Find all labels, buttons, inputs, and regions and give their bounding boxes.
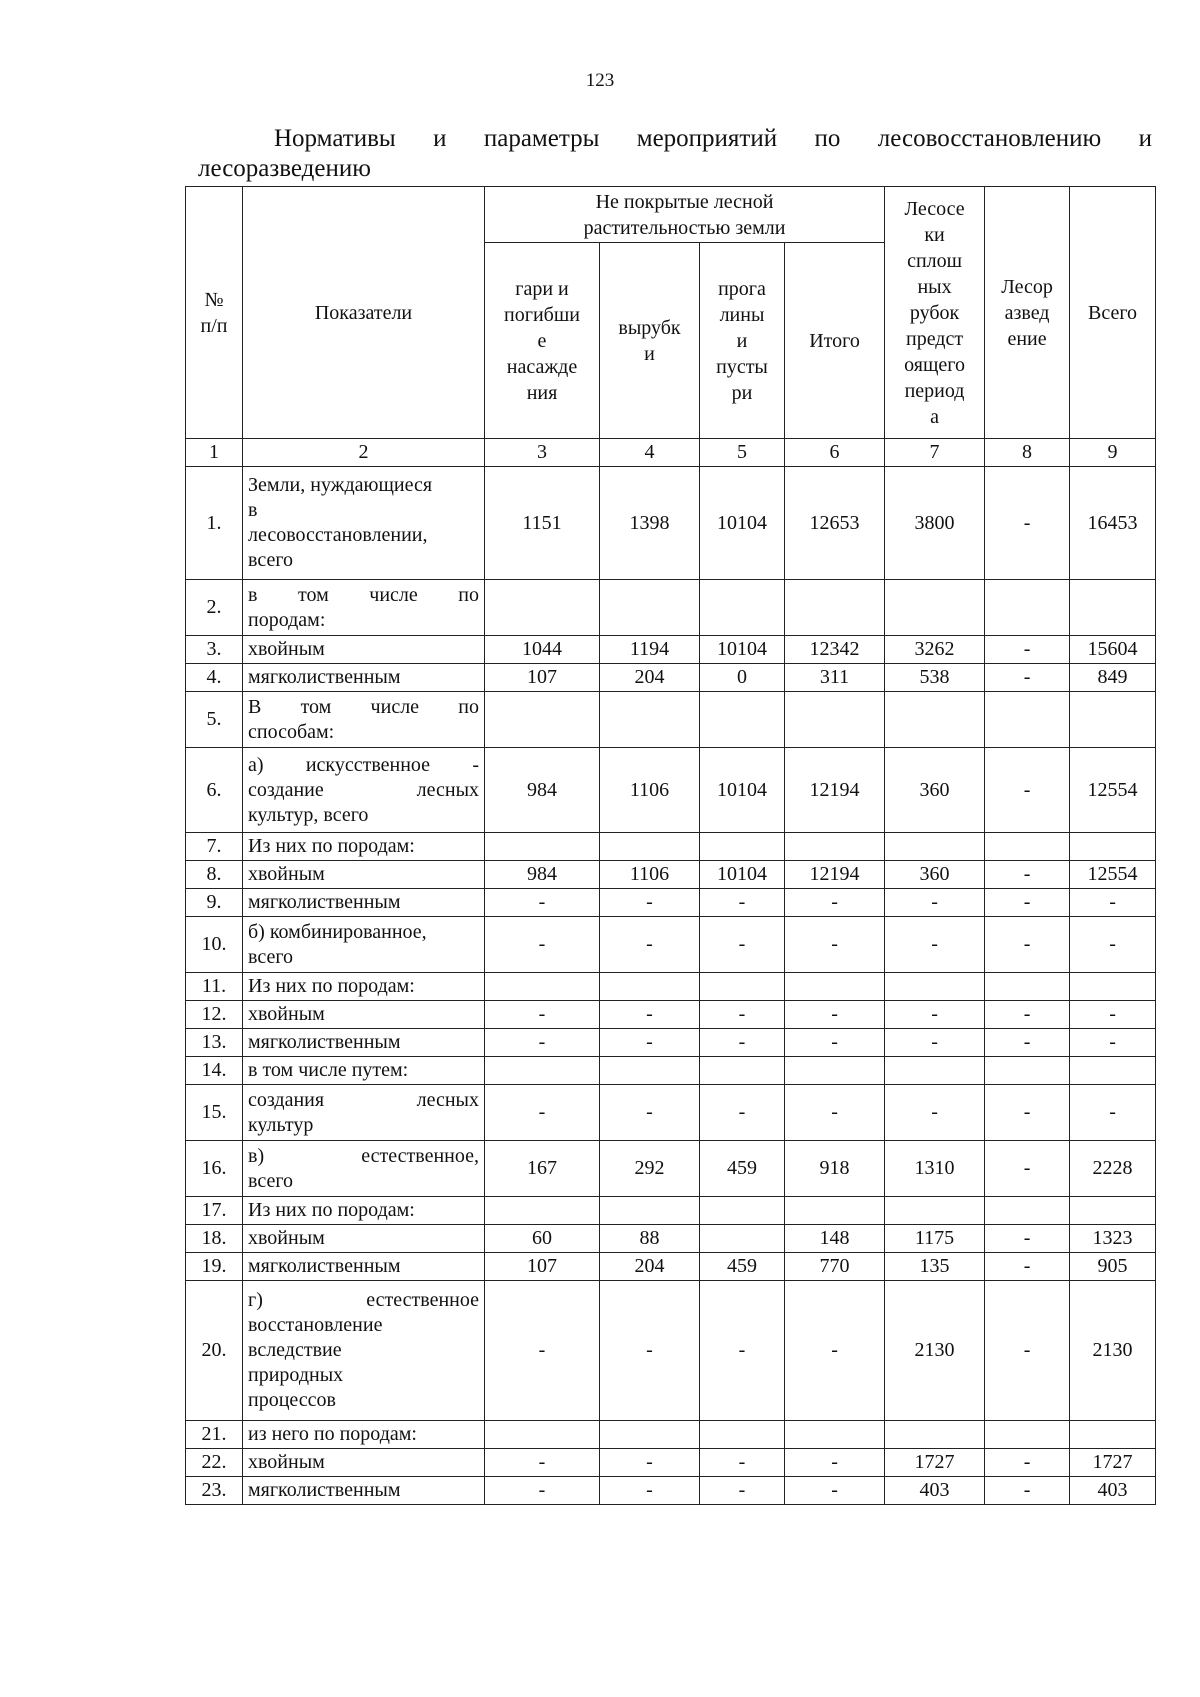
- value-cell: 107: [485, 664, 600, 692]
- value-cell: -: [700, 1001, 785, 1029]
- value-cell: 0: [700, 664, 785, 692]
- row-indicator: [243, 1141, 485, 1197]
- row-indicator: [243, 1477, 485, 1505]
- value-cell: [885, 692, 985, 748]
- value-cell: -: [1070, 1029, 1156, 1057]
- value-cell: -: [885, 1085, 985, 1141]
- value-cell: 1194: [600, 636, 700, 664]
- value-cell: -: [700, 1085, 785, 1141]
- value-cell: 10104: [700, 467, 785, 580]
- value-cell: -: [600, 1449, 700, 1477]
- value-cell: -: [785, 1449, 885, 1477]
- value-cell: -: [485, 1477, 600, 1505]
- header-burnt: гари и погибши е насажде ния: [485, 243, 600, 439]
- value-cell: 459: [700, 1253, 785, 1281]
- value-cell: 1175: [885, 1225, 985, 1253]
- value-cell: -: [1070, 1001, 1156, 1029]
- row-number: 16.: [186, 1141, 243, 1197]
- value-cell: [985, 580, 1070, 636]
- value-cell: [785, 973, 885, 1001]
- row-indicator: [243, 1421, 485, 1449]
- value-cell: 12194: [785, 861, 885, 889]
- value-cell: -: [600, 1029, 700, 1057]
- value-cell: 12554: [1070, 861, 1156, 889]
- value-cell: 88: [600, 1225, 700, 1253]
- indicator-line: процессов: [248, 1389, 336, 1411]
- value-cell: [1070, 692, 1156, 748]
- indicator-line: лесовосстановлении,: [248, 524, 428, 546]
- value-cell: [485, 692, 600, 748]
- value-cell: 292: [600, 1141, 700, 1197]
- row-number: 9.: [186, 889, 243, 917]
- row-number: 6.: [186, 748, 243, 833]
- value-cell: -: [485, 1085, 600, 1141]
- value-cell: [700, 580, 785, 636]
- value-cell: 984: [485, 748, 600, 833]
- title-line-1: Нормативы и параметры мероприятий по лесовосстановлению и: [274, 125, 1152, 152]
- row-number: 5.: [186, 692, 243, 748]
- value-cell: [885, 833, 985, 861]
- table-row: [186, 1253, 1156, 1281]
- row-number: 14.: [186, 1057, 243, 1085]
- value-cell: 770: [785, 1253, 885, 1281]
- value-cell: [885, 1421, 985, 1449]
- reforestation-table: [185, 186, 1156, 1505]
- value-cell: [885, 1057, 985, 1085]
- value-cell: [885, 580, 985, 636]
- value-cell: 849: [1070, 664, 1156, 692]
- value-cell: -: [985, 1449, 1070, 1477]
- value-cell: [700, 1197, 785, 1225]
- column-number-row: [186, 439, 1156, 467]
- value-cell: -: [700, 889, 785, 917]
- value-cell: [785, 1197, 885, 1225]
- value-cell: -: [985, 1477, 1070, 1505]
- indicator-line: из него по породам:: [248, 1423, 417, 1445]
- row-number: 8.: [186, 861, 243, 889]
- table-row: [186, 917, 1156, 973]
- indicator-line: всего: [248, 1169, 294, 1192]
- header-clearcut: Лесосе ки сплош ных рубок предст оящего период а: [885, 187, 985, 439]
- row-number: 10.: [186, 917, 243, 973]
- indicator-line: хвойным: [248, 1227, 325, 1249]
- value-cell: -: [885, 1029, 985, 1057]
- col-number: 2: [243, 439, 485, 467]
- value-cell: [700, 1225, 785, 1253]
- table-row: [186, 1197, 1156, 1225]
- table-row: [186, 1085, 1156, 1141]
- value-cell: 107: [485, 1253, 600, 1281]
- col-number: 1: [186, 439, 243, 467]
- value-cell: -: [785, 1085, 885, 1141]
- value-cell: [600, 833, 700, 861]
- table-row: [186, 1421, 1156, 1449]
- value-cell: 1151: [485, 467, 600, 580]
- value-cell: -: [785, 1477, 885, 1505]
- indicator-line: мягколиственным: [248, 1479, 401, 1501]
- indicator-line: породам:: [248, 608, 326, 631]
- value-cell: [600, 692, 700, 748]
- value-cell: [485, 833, 600, 861]
- value-cell: 459: [700, 1141, 785, 1197]
- row-number: 18.: [186, 1225, 243, 1253]
- value-cell: -: [885, 1001, 985, 1029]
- indicator-line: хвойным: [248, 638, 325, 660]
- row-indicator: [243, 1253, 485, 1281]
- value-cell: -: [885, 889, 985, 917]
- value-cell: [1070, 833, 1156, 861]
- value-cell: [600, 973, 700, 1001]
- row-number: 15.: [186, 1085, 243, 1141]
- row-number: 17.: [186, 1197, 243, 1225]
- row-number: 21.: [186, 1421, 243, 1449]
- value-cell: [700, 1057, 785, 1085]
- value-cell: -: [700, 1477, 785, 1505]
- value-cell: -: [985, 664, 1070, 692]
- table-row: [186, 1001, 1156, 1029]
- value-cell: 12194: [785, 748, 885, 833]
- value-cell: [785, 692, 885, 748]
- value-cell: -: [485, 1449, 600, 1477]
- indicator-line: всего: [248, 549, 294, 571]
- value-cell: [785, 1421, 885, 1449]
- value-cell: 538: [885, 664, 985, 692]
- header-indicator: Показатели: [243, 187, 485, 439]
- value-cell: 204: [600, 1253, 700, 1281]
- row-number: 4.: [186, 664, 243, 692]
- value-cell: 10104: [700, 861, 785, 889]
- value-cell: [485, 1057, 600, 1085]
- header-afforestation: Лесор азвед ение: [985, 187, 1070, 439]
- row-number: 11.: [186, 973, 243, 1001]
- value-cell: -: [485, 889, 600, 917]
- value-cell: [700, 833, 785, 861]
- row-number: 2.: [186, 580, 243, 636]
- value-cell: [1070, 1057, 1156, 1085]
- value-cell: 2130: [885, 1281, 985, 1421]
- value-cell: -: [985, 1029, 1070, 1057]
- table-row: [186, 861, 1156, 889]
- row-indicator: [243, 1197, 485, 1225]
- value-cell: 1727: [885, 1449, 985, 1477]
- value-cell: -: [600, 1001, 700, 1029]
- header-total-not-covered: Итого: [785, 243, 885, 439]
- indicator-line: а) искусственное -: [248, 753, 479, 776]
- col-number: 9: [1070, 439, 1156, 467]
- value-cell: 3800: [885, 467, 985, 580]
- row-number: 20.: [186, 1281, 243, 1421]
- row-indicator: [243, 748, 485, 833]
- row-number: 22.: [186, 1449, 243, 1477]
- value-cell: 403: [1070, 1477, 1156, 1505]
- value-cell: [1070, 973, 1156, 1001]
- value-cell: 1398: [600, 467, 700, 580]
- page-title: [198, 124, 1152, 184]
- row-indicator: [243, 692, 485, 748]
- row-indicator: [243, 1281, 485, 1421]
- table-row: [186, 1225, 1156, 1253]
- col-number: 5: [700, 439, 785, 467]
- value-cell: -: [600, 1281, 700, 1421]
- value-cell: 1323: [1070, 1225, 1156, 1253]
- value-cell: 167: [485, 1141, 600, 1197]
- indicator-line: всего: [248, 945, 294, 968]
- value-cell: [485, 1421, 600, 1449]
- table-row: [186, 467, 1156, 580]
- table-row: [186, 748, 1156, 833]
- value-cell: [985, 973, 1070, 1001]
- value-cell: 204: [600, 664, 700, 692]
- col-number: 6: [785, 439, 885, 467]
- indicator-line: в) естественное,: [248, 1144, 479, 1167]
- value-cell: 12342: [785, 636, 885, 664]
- row-indicator: [243, 580, 485, 636]
- value-cell: [600, 1197, 700, 1225]
- table-row: [186, 636, 1156, 664]
- indicator-line: вследствие: [248, 1339, 342, 1361]
- value-cell: [700, 973, 785, 1001]
- row-indicator: [243, 1085, 485, 1141]
- header-num: № п/п: [186, 187, 243, 439]
- value-cell: -: [985, 861, 1070, 889]
- table-row: [186, 1057, 1156, 1085]
- value-cell: [785, 580, 885, 636]
- table-row: [186, 1029, 1156, 1057]
- indicator-line: способам:: [248, 720, 335, 743]
- indicator-line: мягколиственным: [248, 891, 401, 913]
- value-cell: [985, 1421, 1070, 1449]
- value-cell: -: [700, 1029, 785, 1057]
- indicator-line: г) естественное: [248, 1289, 479, 1311]
- value-cell: -: [600, 1477, 700, 1505]
- page-number: 123: [585, 70, 615, 91]
- col-number: 8: [985, 439, 1070, 467]
- indicator-line: создание лесных: [248, 778, 479, 801]
- row-number: 13.: [186, 1029, 243, 1057]
- value-cell: 2130: [1070, 1281, 1156, 1421]
- row-number: 12.: [186, 1001, 243, 1029]
- row-number: 3.: [186, 636, 243, 664]
- indicator-line: мягколиственным: [248, 1255, 401, 1277]
- value-cell: [985, 833, 1070, 861]
- value-cell: 1310: [885, 1141, 985, 1197]
- indicator-line: Из них по породам:: [248, 1199, 415, 1221]
- value-cell: 1044: [485, 636, 600, 664]
- value-cell: 984: [485, 861, 600, 889]
- value-cell: 1106: [600, 748, 700, 833]
- value-cell: [985, 692, 1070, 748]
- indicator-line: хвойным: [248, 1451, 325, 1473]
- value-cell: -: [785, 1281, 885, 1421]
- value-cell: [485, 973, 600, 1001]
- table-row: [186, 973, 1156, 1001]
- value-cell: -: [985, 889, 1070, 917]
- value-cell: 10104: [700, 636, 785, 664]
- header-cuttings: вырубк и: [600, 243, 700, 439]
- value-cell: -: [985, 467, 1070, 580]
- value-cell: -: [785, 1001, 885, 1029]
- value-cell: [985, 1057, 1070, 1085]
- value-cell: [600, 1057, 700, 1085]
- value-cell: -: [985, 917, 1070, 973]
- table-row: [186, 692, 1156, 748]
- table-row: [186, 889, 1156, 917]
- row-indicator: [243, 1057, 485, 1085]
- indicator-line: в: [248, 499, 258, 521]
- value-cell: [1070, 1421, 1156, 1449]
- row-indicator: [243, 833, 485, 861]
- value-cell: -: [785, 917, 885, 973]
- value-cell: -: [700, 1449, 785, 1477]
- value-cell: -: [1070, 1085, 1156, 1141]
- row-indicator: [243, 973, 485, 1001]
- value-cell: 148: [785, 1225, 885, 1253]
- header-grand-total: Всего: [1070, 187, 1156, 439]
- indicator-line: культур: [248, 1113, 314, 1136]
- value-cell: -: [985, 1001, 1070, 1029]
- value-cell: [785, 833, 885, 861]
- indicator-line: Из них по породам:: [248, 975, 415, 997]
- table-body: [186, 467, 1156, 1505]
- value-cell: [885, 1197, 985, 1225]
- value-cell: [1070, 1197, 1156, 1225]
- value-cell: -: [985, 636, 1070, 664]
- table-row: [186, 1477, 1156, 1505]
- row-number: 19.: [186, 1253, 243, 1281]
- row-indicator: [243, 636, 485, 664]
- value-cell: -: [985, 1225, 1070, 1253]
- row-number: 1.: [186, 467, 243, 580]
- value-cell: -: [985, 1085, 1070, 1141]
- value-cell: [1070, 580, 1156, 636]
- table-row: [186, 1281, 1156, 1421]
- col-number: 4: [600, 439, 700, 467]
- value-cell: -: [600, 917, 700, 973]
- value-cell: -: [885, 917, 985, 973]
- indicator-line: хвойным: [248, 1003, 325, 1025]
- value-cell: 10104: [700, 748, 785, 833]
- indicator-line: Земли, нуждающиеся: [248, 474, 433, 496]
- value-cell: 360: [885, 748, 985, 833]
- value-cell: -: [985, 1253, 1070, 1281]
- indicator-line: культур, всего: [248, 803, 369, 826]
- value-cell: 403: [885, 1477, 985, 1505]
- value-cell: [885, 973, 985, 1001]
- row-indicator: [243, 1029, 485, 1057]
- value-cell: -: [485, 1281, 600, 1421]
- indicator-line: Из них по породам:: [248, 835, 415, 857]
- row-indicator: [243, 664, 485, 692]
- table-row: [186, 1141, 1156, 1197]
- value-cell: [985, 1197, 1070, 1225]
- value-cell: -: [985, 1281, 1070, 1421]
- indicator-line: природных: [248, 1364, 344, 1386]
- row-indicator: [243, 467, 485, 580]
- value-cell: [485, 580, 600, 636]
- value-cell: 15604: [1070, 636, 1156, 664]
- indicator-line: создания лесных: [248, 1088, 479, 1111]
- value-cell: 360: [885, 861, 985, 889]
- value-cell: -: [485, 1029, 600, 1057]
- row-indicator: [243, 1449, 485, 1477]
- value-cell: -: [985, 748, 1070, 833]
- row-indicator: [243, 889, 485, 917]
- table-row: [186, 580, 1156, 636]
- indicator-line: мягколиственным: [248, 1031, 401, 1053]
- value-cell: 3262: [885, 636, 985, 664]
- table-row: [186, 1449, 1156, 1477]
- value-cell: [700, 1421, 785, 1449]
- indicator-line: восстановление: [248, 1314, 383, 1336]
- indicator-line: в том числе путем:: [248, 1059, 409, 1081]
- col-number: 3: [485, 439, 600, 467]
- row-number: 7.: [186, 833, 243, 861]
- value-cell: 2228: [1070, 1141, 1156, 1197]
- value-cell: -: [485, 917, 600, 973]
- value-cell: -: [785, 889, 885, 917]
- value-cell: 1727: [1070, 1449, 1156, 1477]
- value-cell: 1106: [600, 861, 700, 889]
- value-cell: 905: [1070, 1253, 1156, 1281]
- header-not-covered: Не покрытые лесной растительностью земли: [485, 187, 885, 243]
- value-cell: 12554: [1070, 748, 1156, 833]
- indicator-line: В том числе по: [248, 695, 479, 718]
- row-number: 23.: [186, 1477, 243, 1505]
- value-cell: [600, 1421, 700, 1449]
- row-indicator: [243, 917, 485, 973]
- title-line-2: лесоразведению: [198, 155, 371, 182]
- row-indicator: [243, 1225, 485, 1253]
- value-cell: -: [1070, 917, 1156, 973]
- indicator-line: мягколиственным: [248, 666, 401, 688]
- value-cell: [600, 580, 700, 636]
- value-cell: 311: [785, 664, 885, 692]
- value-cell: -: [1070, 889, 1156, 917]
- row-indicator: [243, 861, 485, 889]
- value-cell: -: [700, 917, 785, 973]
- indicator-line: б) комбинированное,: [248, 920, 427, 943]
- value-cell: -: [600, 889, 700, 917]
- value-cell: -: [600, 1085, 700, 1141]
- indicator-line: в том числе по: [248, 583, 479, 606]
- value-cell: [485, 1197, 600, 1225]
- value-cell: -: [700, 1281, 785, 1421]
- value-cell: 16453: [1070, 467, 1156, 580]
- table-row: [186, 664, 1156, 692]
- header-clearings: прога лины и пусты ри: [700, 243, 785, 439]
- value-cell: -: [485, 1001, 600, 1029]
- value-cell: 12653: [785, 467, 885, 580]
- value-cell: 918: [785, 1141, 885, 1197]
- col-number: 7: [885, 439, 985, 467]
- indicator-line: хвойным: [248, 863, 325, 885]
- table-row: [186, 833, 1156, 861]
- value-cell: 60: [485, 1225, 600, 1253]
- row-indicator: [243, 1001, 485, 1029]
- value-cell: -: [785, 1029, 885, 1057]
- value-cell: 135: [885, 1253, 985, 1281]
- value-cell: [785, 1057, 885, 1085]
- value-cell: -: [985, 1141, 1070, 1197]
- value-cell: [700, 692, 785, 748]
